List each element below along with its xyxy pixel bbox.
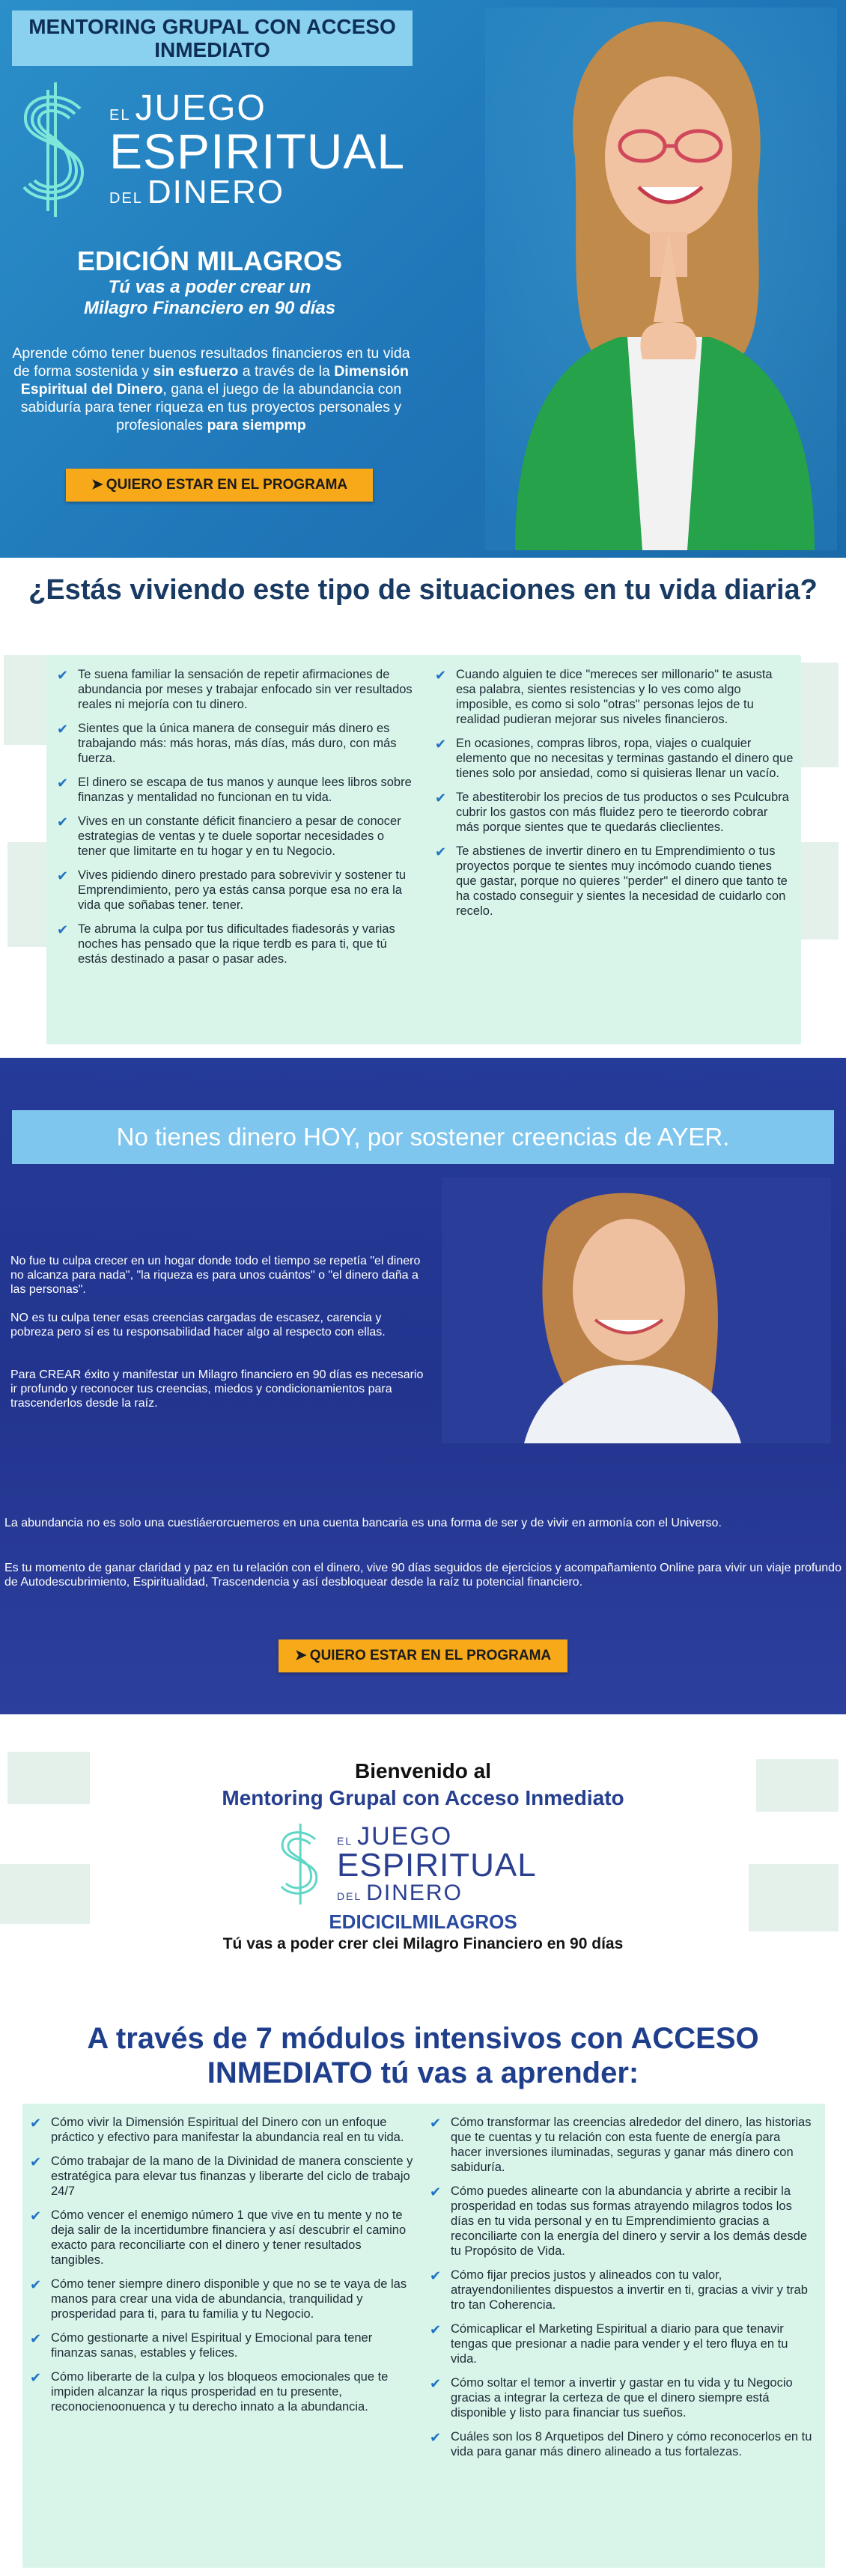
welcome-line-1: Bienvenido al	[354, 1759, 492, 1782]
check-icon: ✔	[57, 668, 69, 683]
list-item: ✔ Te abruma la culpa por tus dificultades fiadesorás y varias noches has pensado que la rique terdb es para ti, que tú estás destinado a pasar o pasar ades.	[57, 922, 395, 966]
list-item: ✔ Sientes que la única manera de conseguir más dinero es trabajando más: más horas, más días, más duro, con más fuerza.	[57, 722, 397, 765]
check-icon: ✔	[435, 668, 447, 683]
list-item: ✔ Cómo puedes alinearte con la abundancia y abrirte a recibir la prosperidad en todas sus formas atrayendo milagros todos los días en tu vida personal y en tu Emprendimiento gracias a reconciliarte con la energía del dinero y servir a los demás desde tu Propósito de Vida.	[430, 2184, 808, 2258]
list-item: ✔ Cómo tener siempre dinero disponible y que no se te vaya de las manos para crear una vida de abundancia, tranquilidad y prosperidad para ti, para tu familia y tu Negocio.	[30, 2277, 407, 2321]
situations-left-list	[52, 667, 416, 975]
check-icon: ✔	[30, 2116, 42, 2131]
check-icon: ✔	[430, 2430, 442, 2445]
list-item: ✔ Cómo gestionarte a nivel Espiritual y Emocional para tener finanzas sanas, estables y felices.	[30, 2331, 373, 2360]
check-icon: ✔	[57, 722, 69, 737]
hero-logo	[9, 75, 405, 225]
logo-del: DEL	[109, 190, 143, 207]
list-item: ✔ Cómo vencer el enemigo número 1 que vive en tu mente y no te deja salir de la incertidumbre financiera y así descubrir el camino exacto para reconciliarte con el dinero y tener resultados tangibles.	[30, 2208, 407, 2267]
situations-section	[0, 558, 846, 1058]
check-icon: ✔	[430, 2322, 442, 2337]
check-icon: ✔	[430, 2376, 442, 2391]
modules-left-list	[25, 2115, 415, 2423]
logo-del: DEL	[337, 1890, 362, 1902]
hero-section	[0, 0, 846, 558]
presenter-photo	[485, 7, 837, 550]
beliefs-paragraph: La abundancia no es solo una cuestiáerorcuemeros en una cuenta bancaria es una forma de ser y de vivir en armonía con el Universo.	[4, 1517, 722, 1529]
check-icon: ✔	[430, 2116, 442, 2131]
modules-right-list	[425, 2115, 815, 2468]
list-item: ✔ Cómo vivir la Dimensión Espiritual del Dinero con un enfoque práctico y efectivo para manifestar la abundancia real en tu vida.	[30, 2116, 404, 2144]
beliefs-paragraph: Es tu momento de ganar claridad y paz en tu relación con el dinero, vive 90 días seguidos de ejercicios y acompañamiento Online para vivir un viaje profundo de Autodescubrimiento, Espiritualidad, Trascendencia y así desbloquear desde la raíz tu potencial financiero.	[4, 1562, 842, 1589]
beliefs-cta-button[interactable]: ➤ QUIERO ESTAR EN EL PROGRAMA	[279, 1639, 567, 1672]
check-icon: ✔	[435, 737, 447, 752]
dollar-logo-icon	[270, 1819, 329, 1909]
check-icon: ✔	[30, 2208, 42, 2223]
list-item: ✔ Cuáles son los 8 Arquetipos del Dinero y cómo reconocerlos en tu vida para ganar más dinero alineado a tus fortalezas.	[430, 2430, 812, 2458]
check-icon: ✔	[430, 2184, 442, 2199]
check-icon: ✔	[57, 922, 69, 937]
logo-word-juego: JUEGO	[135, 88, 267, 128]
list-item: ✔ Cómo fijar precios justos y alineados con tu valor, atrayendonilientes dispuestos a invertir en ti, gracias a vivir y trab tro tan Coherencia.	[430, 2268, 808, 2312]
hero-edition: EDICIÓN MILAGROS	[76, 246, 342, 276]
list-item: ✔ Vives en un constante déficit financiero a pesar de conocer estrategias de ventas y te duele soportar necesidades o tener que limitarte en tu hogar y en tu Negocio.	[57, 814, 401, 858]
check-icon: ✔	[30, 2331, 42, 2346]
list-item: ✔ Te suena familiar la sensación de repetir afirmaciones de abundancia por meses y trabajar enfocado sin ver resultados reales ni mejoría con tu dinero.	[57, 668, 413, 711]
check-icon: ✔	[435, 791, 447, 806]
modules-title: A través de 7 módulos intensivos con ACCESO INMEDIATO tú vas a aprender:	[87, 2022, 759, 2089]
beliefs-paragraph: Para CREAR éxito y manifestar un Milagro financiero en 90 días es necesario ir profundo y reconocer tus creencias, miedos y condicionamientos para trascenderlos desde la raíz.	[10, 1368, 424, 1410]
hero-intro: Aprende cómo tener buenos resultados financieros en tu vida de forma sostenida y sin esfuerzo a través de la Dimensión Espiritual del Dinero, gana el juego de la abundancia con sabiduría para tener riqueza en tus proyectos personales y profesionales para siempmp	[12, 345, 410, 433]
list-item: ✔ En ocasiones, compras libros, ropa, viajes o cualquier elemento que no necesitas y terminas gastando el dinero que tienes solo por ansiedad, como si quisieras llenar un vacío.	[435, 737, 794, 780]
check-icon: ✔	[57, 776, 69, 791]
logo-word-espiritual: ESPIRITUAL	[337, 1847, 537, 1884]
list-item: ✔ Cómo trabajar de la mano de la Divinidad de manera consciente y estratégica para elevar tus finanzas y liberarte del ciclo de trabajo 24/7	[30, 2155, 413, 2198]
welcome-tagline: Tú vas a poder crer clei Milagro Financiero en 90 días	[222, 1935, 624, 1952]
list-item: ✔ Te abstienes de invertir dinero en tu Emprendimiento o tus proyectos porque te sientes muy incómodo cuando tienes que gastar, porque no quieres "perder" el dinero que tanto te ha costado conseguir y sientes la necesidad de cuidarlo con recelo.	[435, 844, 788, 918]
dollar-logo-icon	[9, 75, 99, 225]
list-item: ✔ Cómo soltar el temor a invertir y gastar en tu vida y tu Negocio gracias a integrar la certeza de que el dinero siempre está disponible y listo para financiar tus sueños.	[430, 2376, 793, 2420]
check-icon: ✔	[57, 814, 69, 829]
hero-cta-button[interactable]: ➤ QUIERO ESTAR EN EL PROGRAMA	[66, 469, 373, 502]
check-icon: ✔	[30, 2277, 42, 2292]
logo-word-dinero: DINERO	[366, 1881, 463, 1905]
modules-section	[0, 1714, 846, 2576]
check-icon: ✔	[30, 2370, 42, 2385]
situations-title: ¿Estás viviendo este tipo de situaciones en tu vida diaria?	[28, 574, 818, 606]
list-item: ✔ Vives pidiendo dinero prestado para sobrevivir y sostener tu Emprendimiento, pero ya estás cansa porque esa no era la vida que soñabas tener. tener.	[57, 868, 407, 912]
beliefs-section	[0, 1058, 846, 1714]
list-item: ✔ Cuando alguien te dice "mereces ser millonario" te asusta esa palabra, sientes resistencias y lo ves como algo imposible, es como si solo "otras" personas lejos de tu realidad pudieran mejorar sus niveles financieros.	[435, 668, 773, 726]
welcome-line-2: Mentoring Grupal con Acceso Inmediato	[222, 1786, 624, 1809]
list-item: ✔ El dinero se escapa de tus manos y aunque lees libros sobre finanzas y mentalidad no funcionan en tu vida.	[57, 776, 412, 804]
list-item: ✔ Cómo liberarte de la culpa y los bloqueos emocionales que te impiden alcanzar la riqus prosperidad en tu presente, reconocienoonuenca y tu derecho innato a la abundancia.	[30, 2370, 389, 2414]
list-item: ✔ Te abestiterobir los precios de tus productos o ses Pculcubra cubrir los gastos con más fluidez pero te tieerordo cobrar más porque sientes que te quedarás clieclientes.	[435, 791, 789, 834]
check-icon: ✔	[30, 2155, 42, 2169]
logo-word-dinero: DINERO	[147, 174, 285, 210]
beliefs-paragraph: NO es tu culpa tener esas creencias cargadas de escasez, carencia y pobreza pero sí es tu responsabilidad hacer algo al respecto con ellas.	[10, 1312, 386, 1339]
check-icon: ✔	[430, 2268, 442, 2283]
beliefs-paragraph: No fue tu culpa crecer en un hogar donde todo el tiempo se repetía "el dinero no alcanza para nada", "la riqueza es para unos cuántos" o "el dinero daña a las personas".	[10, 1255, 421, 1296]
hero-tagline: Tú vas a poder crear un Milagro Financiero en 90 días	[83, 277, 336, 318]
welcome-edition: EDICICILMILAGROS	[329, 1910, 517, 1933]
situations-right-list	[430, 667, 794, 928]
check-icon: ✔	[57, 868, 69, 883]
cursor-arrow-icon: ➤	[91, 477, 103, 493]
logo-word-juego: JUEGO	[357, 1822, 453, 1851]
check-icon: ✔	[435, 844, 447, 859]
logo-word-espiritual: ESPIRITUAL	[109, 124, 406, 179]
hero-badge: MENTORING GRUPAL CON ACCESO INMEDIATO	[12, 10, 413, 66]
presenter-photo-2	[442, 1178, 831, 1443]
list-item: ✔ Cómicaplicar el Marketing Espiritual a diario para que tenavir tengas que presionar a nadie para vender y el tero fluya en tu vida.	[430, 2322, 788, 2366]
logo-el: EL	[337, 1835, 353, 1847]
welcome-logo	[270, 1819, 537, 1909]
logo-el: EL	[109, 107, 131, 124]
beliefs-banner: No tienes dinero HOY, por sostener creencias de AYER.	[12, 1110, 834, 1164]
cursor-arrow-icon: ➤	[294, 1648, 307, 1663]
list-item: ✔ Cómo transformar las creencias alrededor del dinero, las historias que te cuentas y tu relación con esta fuente de energía para hacer inversiones iluminadas, seguras y ganar más dinero con sabiduría.	[430, 2116, 812, 2174]
